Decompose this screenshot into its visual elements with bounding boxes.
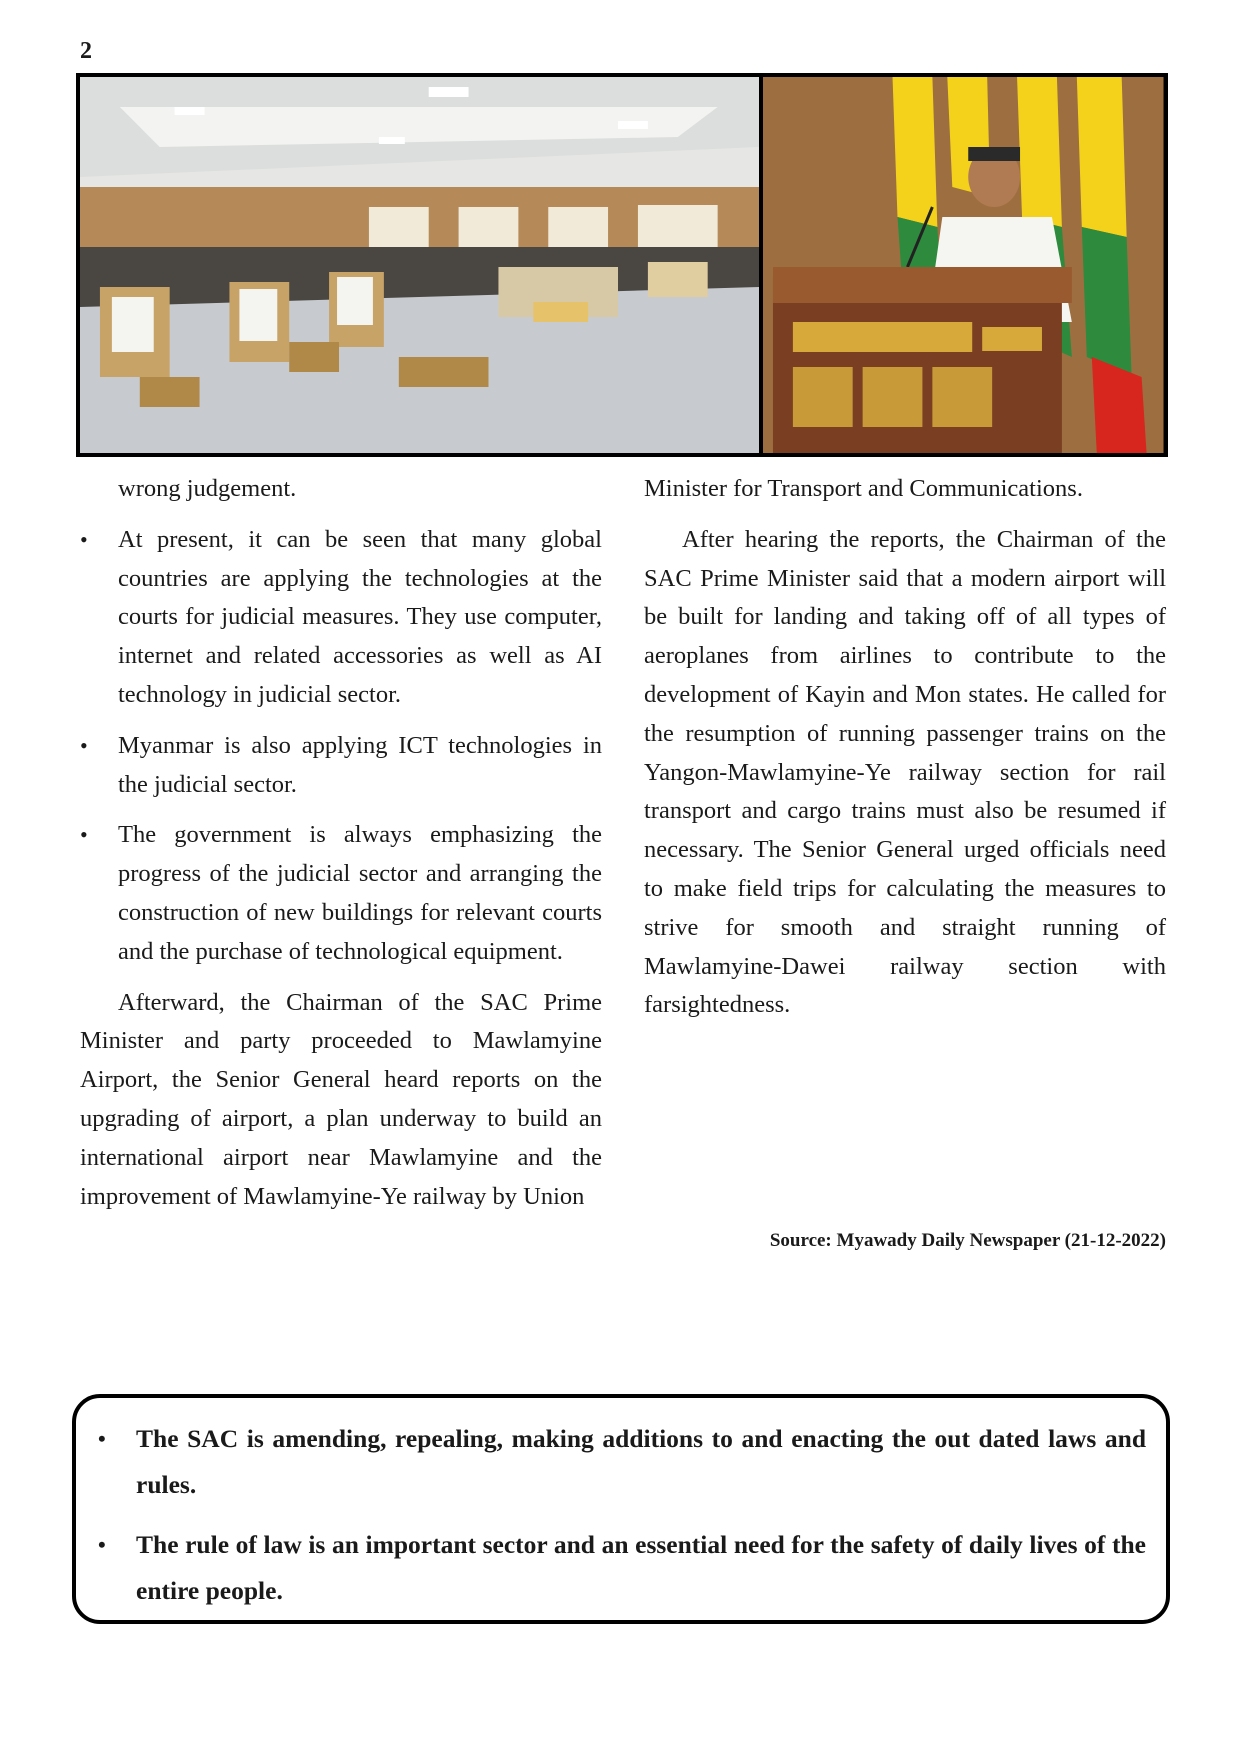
- source-credit: Source: Myawady Daily Newspaper (21-12-2022): [769, 1230, 1166, 1251]
- callout-bullet: • The SAC is amending, repealing, making additions to and enacting the out dated laws and rules.: [90, 1416, 1146, 1508]
- airport-paragraph: Afterward, the Chairman of the SAC Prime Minister and party proceeded to Mawlamyine Airport, the Senior General heard reports on the upgrading of airport, a plan underway to build an international airport near Mawlamyine and the improvement of Mawlamyine-Ye railway by Union: [80, 988, 602, 1210]
- bullet-item: • The government is always emphasizing the progress of the judicial sector and arranging the construction of new buildings for relevant courts and the purchase of technological equipment.: [80, 816, 602, 971]
- callout-bullet-list: [90, 1416, 1146, 1614]
- page-number: 2: [80, 38, 92, 64]
- right-column: [644, 470, 1166, 1037]
- bullet-item: • At present, it can be seen that many global countries are applying the technologies at the courts for judicial measures. They use computer, internet and related accessories as well as AI technology in judicial sector.: [80, 521, 602, 715]
- judicial-bullet-list: [80, 521, 602, 972]
- right-continuation-text: Minister for Transport and Communications.: [644, 475, 1083, 502]
- left-column: [80, 470, 602, 1228]
- hall-audience-photo: [80, 77, 759, 453]
- bullet-item: • Myanmar is also applying ICT technologies in the judicial sector.: [80, 727, 602, 805]
- left-continuation-text: wrong judgement.: [118, 475, 297, 502]
- speaker-podium-photo: [763, 77, 1164, 453]
- key-points-callout: [72, 1394, 1170, 1624]
- photo-strip: [76, 73, 1168, 457]
- chairman-remarks-paragraph: After hearing the reports, the Chairman of the SAC Prime Minister said that a modern airport will be built for landing and taking off of all types of aeroplanes from airlines to contribute to the development of Kayin and Mon states. He called for the resumption of running passenger trains on the Yangon-Mawlamyine-Ye railway section for rail transport and cargo trains must also be resumed if necessary. The Senior General urged officials need to make field trips for calculating the measures to strive for smooth and straight running of Mawlamyine-Dawei railway section with farsightedness.: [644, 525, 1166, 1019]
- callout-bullet: • The rule of law is an important sector and an essential need for the safety of daily lives of the entire people.: [90, 1522, 1146, 1614]
